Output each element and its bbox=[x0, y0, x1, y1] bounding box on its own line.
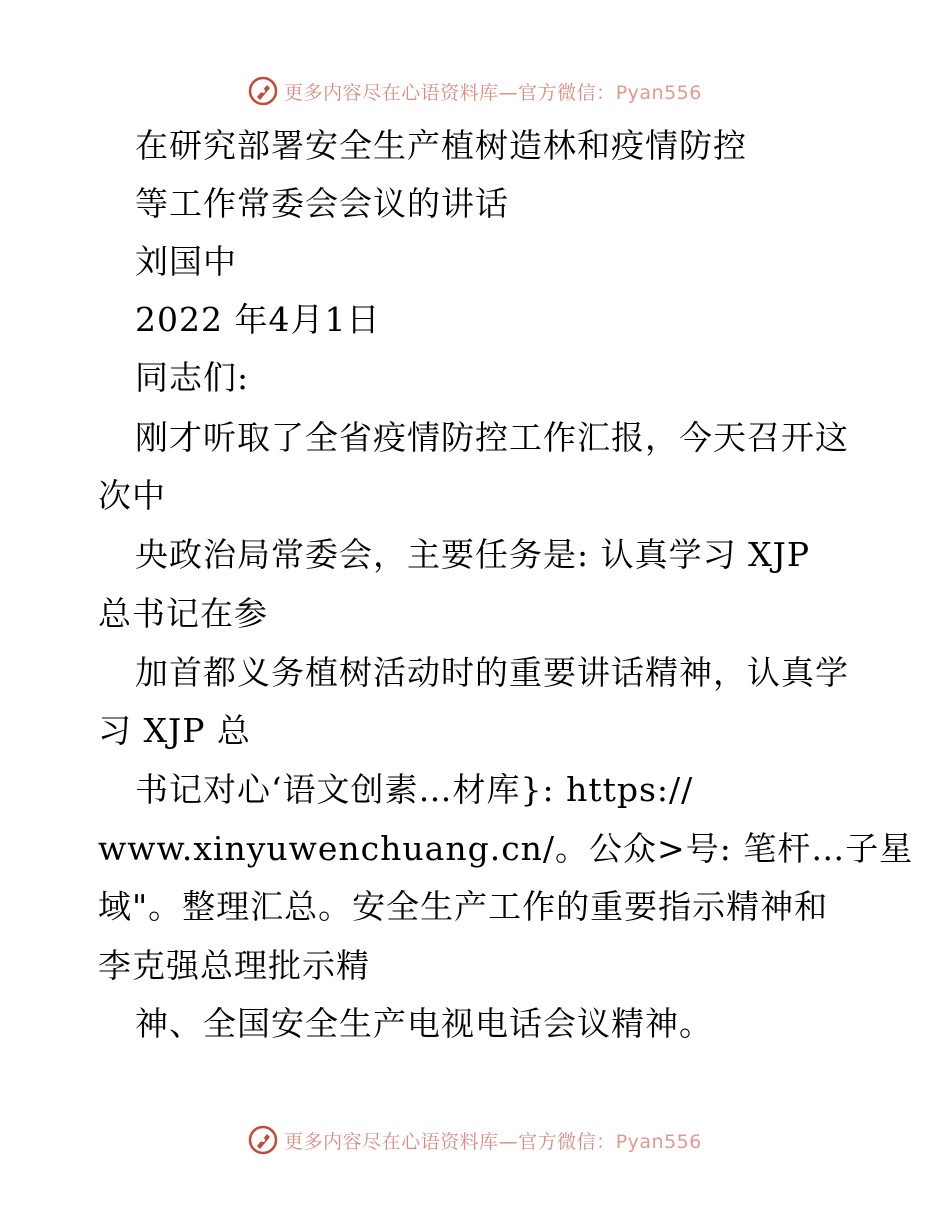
document-date: 2022 年4月1日 bbox=[135, 300, 381, 339]
salutation: 同志们: bbox=[135, 358, 250, 397]
paragraph-line: 央政治局常委会，主要任务是: 认真学习 XJP bbox=[135, 535, 811, 574]
author-name: 刘国中 bbox=[135, 242, 237, 281]
title-line-1: 在研究部署安全生产植树造林和疫情防控 bbox=[135, 126, 747, 165]
paragraph-line: 域"。整理汇总。安全生产工作的重要指示精神和 bbox=[98, 887, 829, 926]
paragraph-line: 习 XJP 总 bbox=[98, 711, 251, 750]
title-line-2: 等工作常委会会议的讲话 bbox=[135, 184, 509, 223]
watermark-text: 更多内容尽在心语资料库—官方微信：Pyan556 bbox=[284, 81, 702, 104]
footer-watermark bbox=[0, 1120, 950, 1160]
paragraph-line: 李克强总理批示精 bbox=[98, 946, 370, 985]
paragraph-line: 总书记在参 bbox=[98, 594, 268, 633]
paragraph-line: 神、全国安全生产电视电话会议精神。 bbox=[135, 1004, 713, 1043]
paragraph-line: www.xinyuwenchuang.cn/。公众>号: 笔杆…子星 bbox=[98, 829, 914, 868]
header-watermark bbox=[0, 71, 950, 111]
paragraph-line: 刚才听取了全省疫情防控工作汇报，今天召开这 bbox=[135, 418, 849, 457]
pen-logo-icon bbox=[248, 1125, 278, 1155]
paragraph-line: 次中 bbox=[98, 476, 166, 515]
paragraph-line: 书记对心‘语文创素…材库}: https:// bbox=[135, 770, 694, 809]
pen-logo-icon bbox=[248, 76, 278, 106]
paragraph-line: 加首都义务植树活动时的重要讲话精神，认真学 bbox=[135, 653, 849, 692]
watermark-text: 更多内容尽在心语资料库—官方微信：Pyan556 bbox=[284, 1130, 702, 1153]
